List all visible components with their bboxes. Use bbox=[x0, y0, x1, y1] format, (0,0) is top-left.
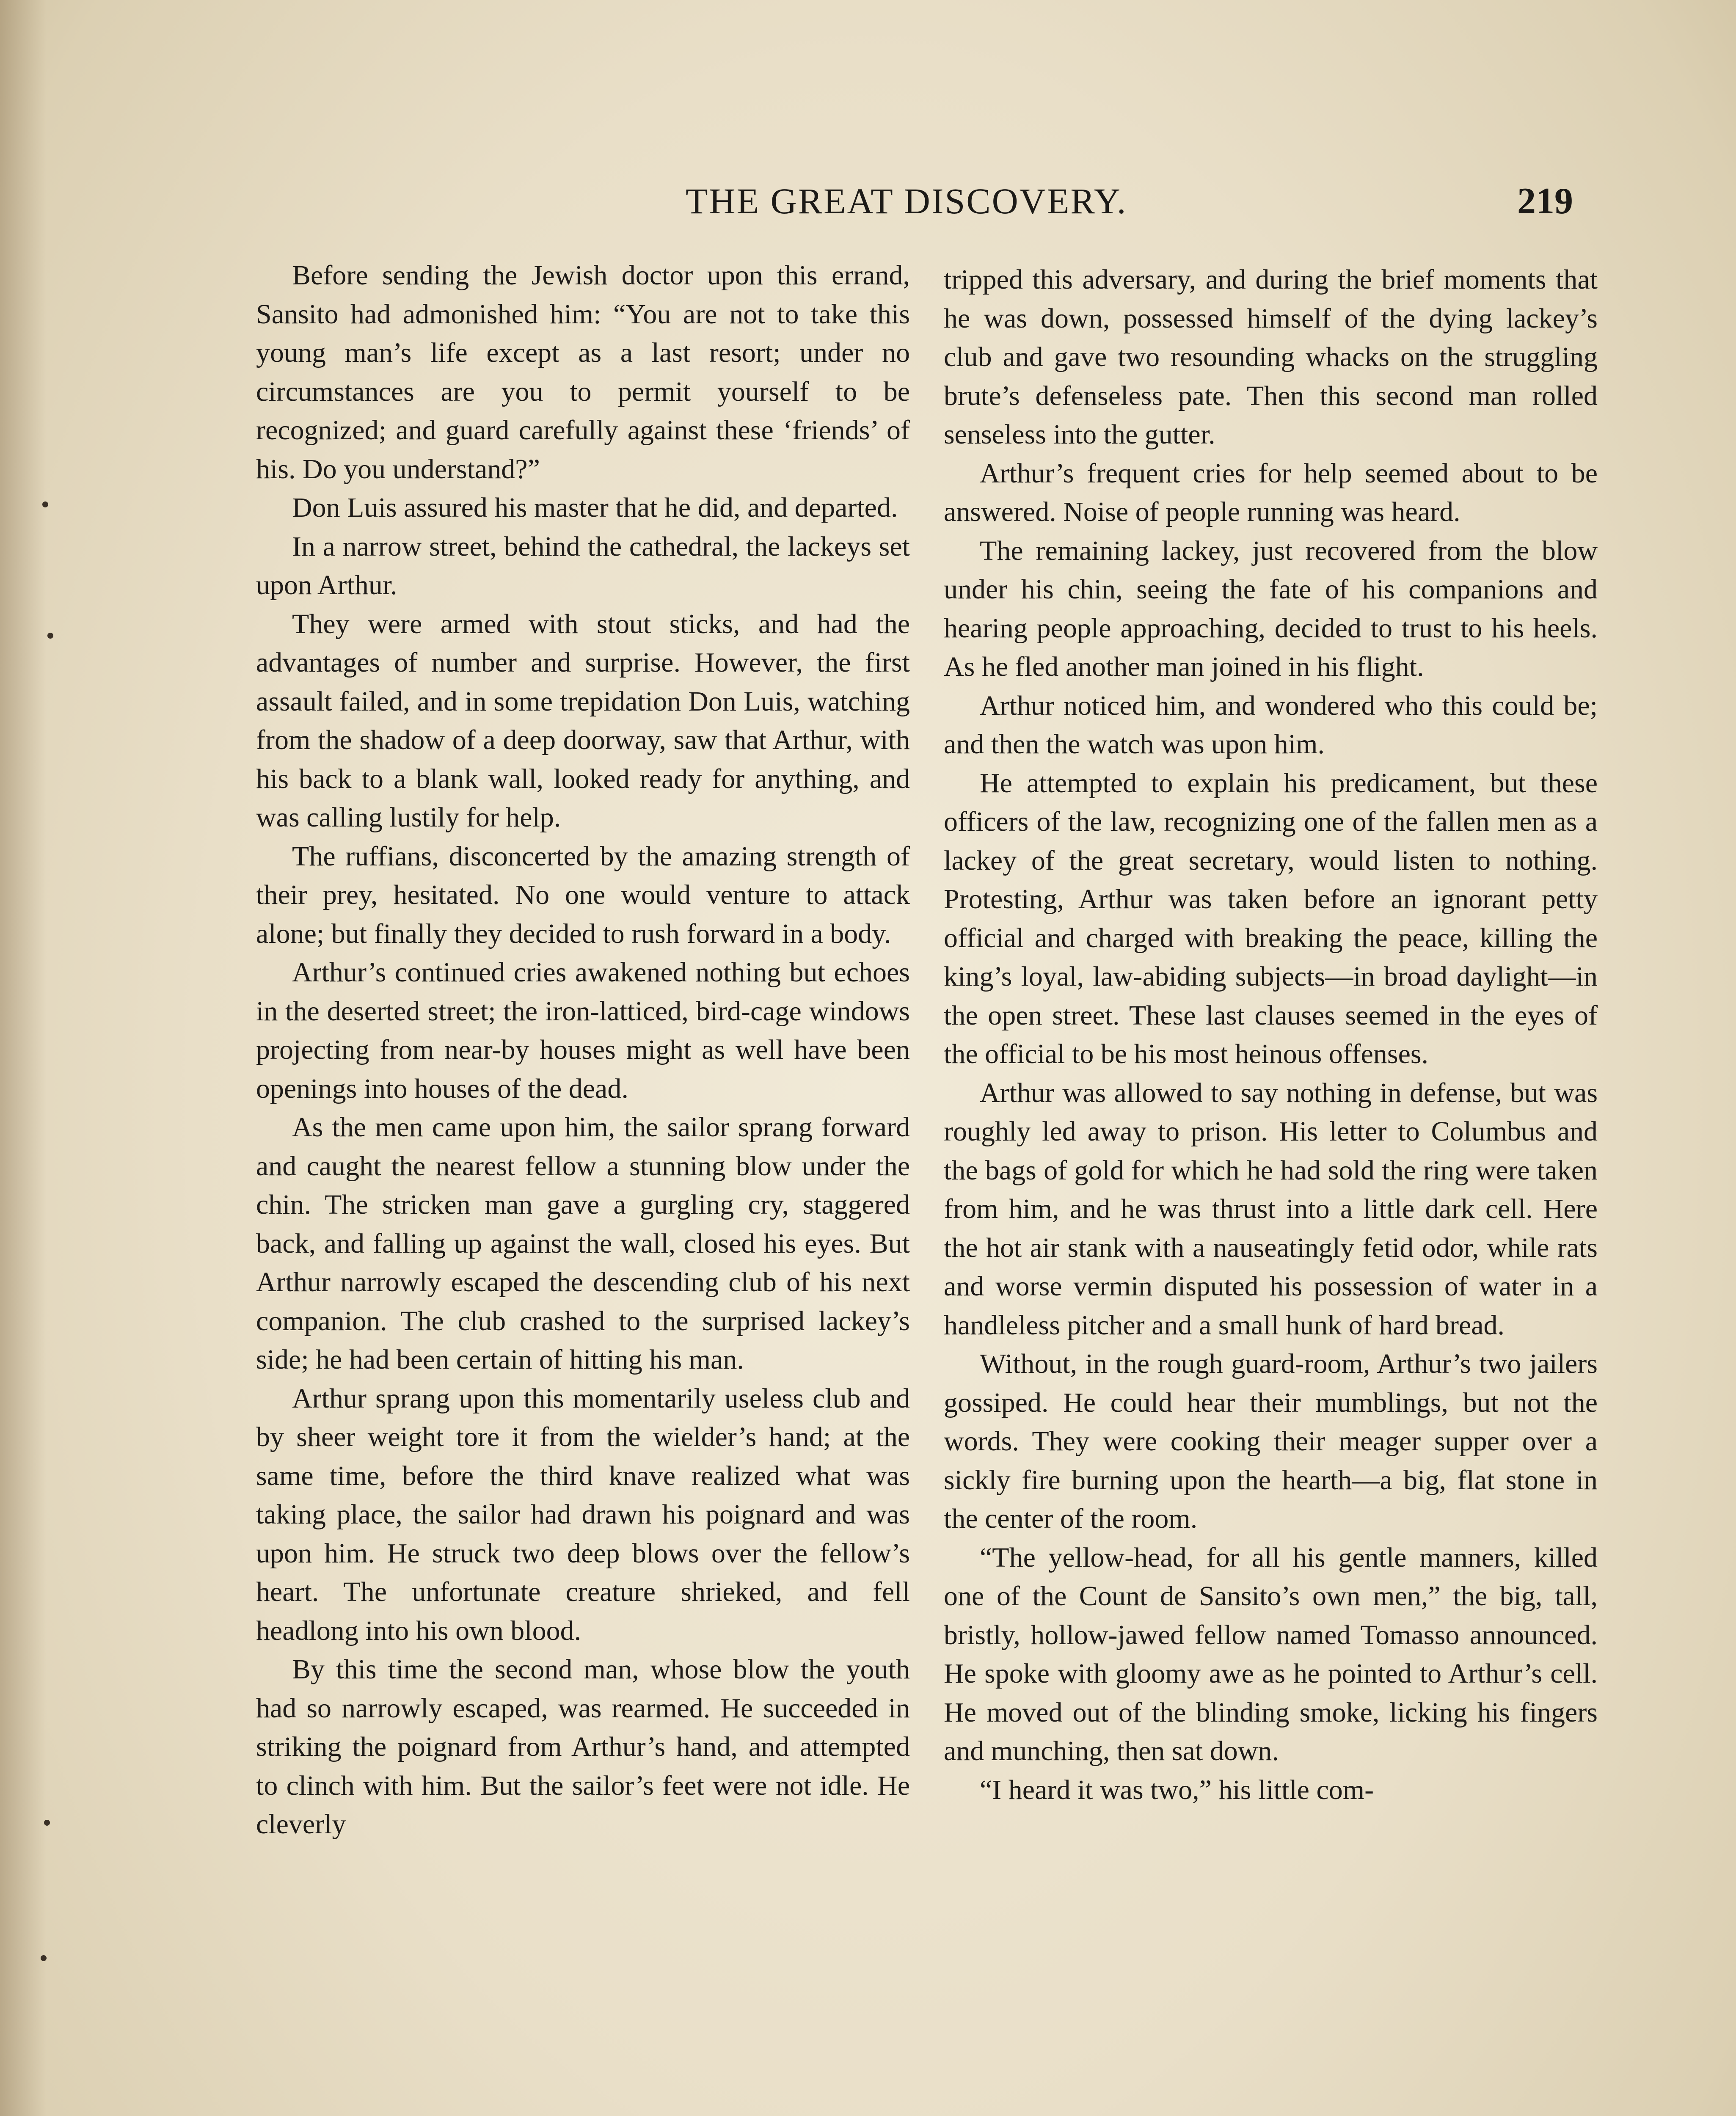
paragraph: Without, in the rough guard-room, Arthur’s two jailers gossiped. He could hear their mumblings, but not the words. They were cooking their meager supper over a sickly fire burning upon the hearth—a big, flat stone in the center of the room. bbox=[944, 1348, 1598, 1534]
paragraph: The remaining lackey, just recovered from the blow under his chin, seeing the fate of his companions and hearing people approaching, decided to trust to his heels. As he fled another man joined in his flight. bbox=[944, 535, 1598, 682]
left-column bbox=[256, 256, 910, 2116]
margin-speck bbox=[44, 1820, 50, 1826]
paragraph: He attempted to explain his predicament, but these officers of the law, recognizing one of the fallen men as a lackey of the great secretary, would listen to nothing. Protesting, Arthur was taken before an ignorant petty official and charged with breaking the peace, killing the king’s loyal, law-abiding subjects—in broad daylight—in the open street. These last clauses seemed in the eyes of the official to be his most heinous offenses. bbox=[944, 767, 1598, 1069]
paragraph: The ruffians, disconcerted by the amazing strength of their prey, hesitated. No one would venture to attack alone; but finally they decided to rush forward in a body. bbox=[256, 840, 910, 949]
margin-speck bbox=[47, 633, 53, 639]
margin-speck bbox=[41, 1955, 47, 1961]
paragraph: Arthur’s frequent cries for help seemed about to be answered. Noise of people running was heard. bbox=[944, 457, 1598, 527]
page-number: 219 bbox=[1517, 181, 1573, 222]
paragraph: Arthur’s continued cries awakened nothing but echoes in the deserted street; the iron-latticed, bird-cage windows projecting from near-by houses might as well have been openings into houses of the dead. bbox=[256, 957, 910, 1104]
paragraph: Arthur was allowed to say nothing in defense, but was roughly led away to prison. His letter to Columbus and the bags of gold for which he had sold the ring were taken from him, and he was thrust into a little dark cell. Here the hot air stank with a nauseatingly fetid odor, while rats and worse vermin disputed his possession of water in a handleless pitcher and a small hunk of hard bread. bbox=[944, 1077, 1598, 1341]
right-column bbox=[944, 260, 1598, 2116]
running-title: THE GREAT DISCOVERY. bbox=[686, 181, 1127, 221]
paragraph: As the men came upon him, the sailor sprang forward and caught the nearest fellow a stunning blow under the chin. The stricken man gave a gurgling cry, staggered back, and falling up against the wall, closed his eyes. But Arthur narrowly escaped the descending club of his next companion. The club crashed to the surprised lackey’s side; he had been certain of hitting his man. bbox=[256, 1112, 910, 1375]
paragraph: Don Luis assured his master that he did, and departed. bbox=[292, 492, 898, 523]
paragraph: “I heard it was two,” his little com- bbox=[980, 1774, 1374, 1805]
paragraph: By this time the second man, whose blow the youth had so narrowly escaped, was rearmed. He succeeded in striking the poignard from Arthur’s hand, and attempted to clinch with him. But the sailor’s feet were not idle. He cleverly bbox=[256, 1654, 910, 1840]
paragraph: They were armed with stout sticks, and had the advantages of number and surprise. However, the first assault failed, and in some trepidation Don Luis, watching from the shadow of a deep doorway, saw that Arthur, with his back to a blank wall, looked ready for anything, and was calling lustily for help. bbox=[256, 608, 910, 833]
paragraph: “The yellow-head, for all his gentle manners, killed one of the Count de Sansito’s own men,” the big, tall, bristly, hollow-jawed fellow named Tomasso announced. He spoke with gloomy awe as he pointed to Arthur’s cell. He moved out of the blinding smoke, licking his fingers and munching, then sat down. bbox=[944, 1542, 1598, 1766]
paragraph: Arthur sprang upon this momentarily useless club and by sheer weight tore it from the wielder’s hand; at the same time, before the third knave realized what was taking place, the sailor had drawn his poignard and was upon him. He struck two deep blows over the fellow’s heart. The unfortunate creature shrieked, and fell headlong into his own blood. bbox=[256, 1383, 910, 1646]
paragraph: Before sending the Jewish doctor upon this errand, Sansito had admonished him: “You are not to take this young man’s life except as a last resort; under no circumstances are you to permit yourself to be recognized; and guard carefully against these ‘friends’ of his. Do you understand?” bbox=[256, 260, 910, 485]
paragraph-continued: tripped this adversary, and during the brief moments that he was down, possessed himself of the dying lackey’s club and gave two resounding whacks on the struggling brute’s defenseless pate. Then this second man rolled senseless into the gutter. bbox=[944, 264, 1598, 450]
paragraph: Arthur noticed him, and wondered who this could be; and then the watch was upon him. bbox=[944, 690, 1598, 760]
paragraph: In a narrow street, behind the cathedral, the lackeys set upon Arthur. bbox=[256, 531, 910, 601]
margin-speck bbox=[42, 501, 48, 507]
